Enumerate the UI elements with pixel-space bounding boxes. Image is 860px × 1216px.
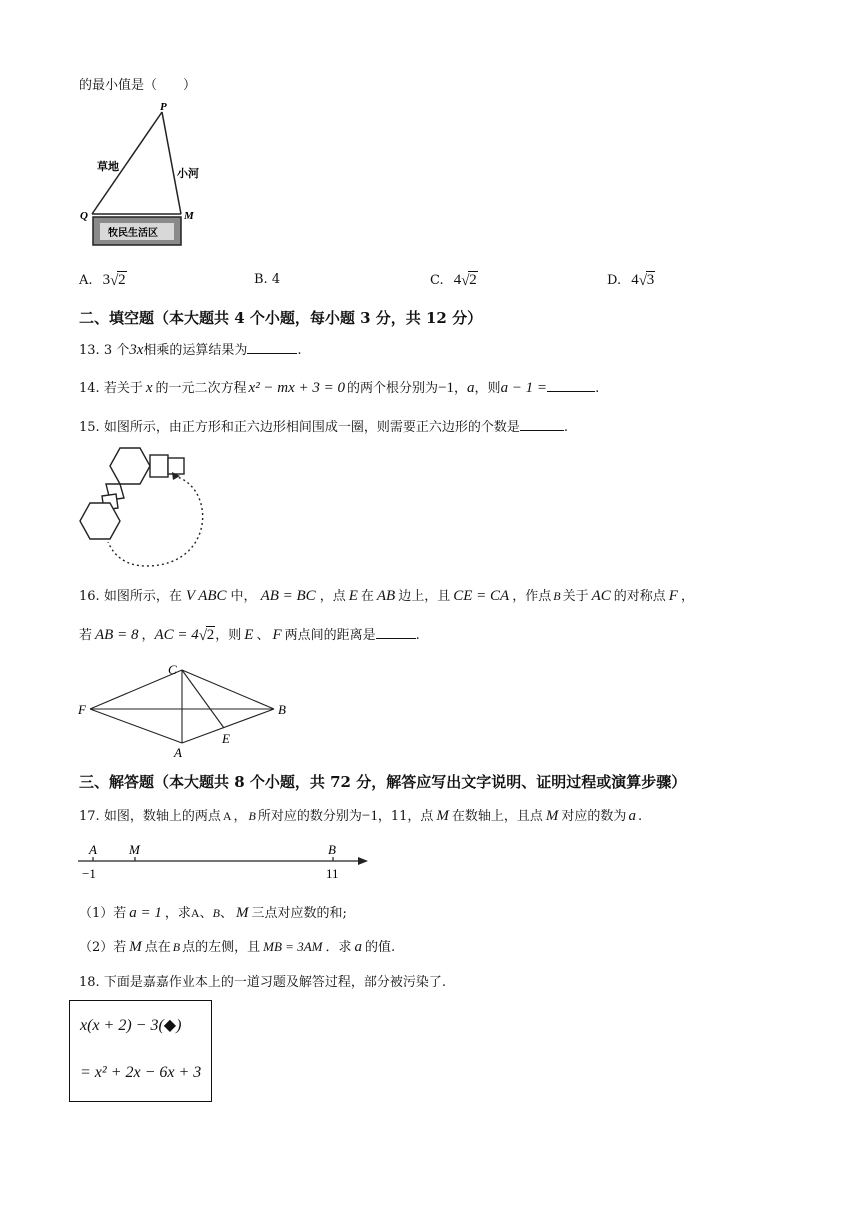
q18-box-line1: x(x + 2) − 3(◆) [80,1017,182,1034]
section3-title: 三、解答题（本大题共 8 个小题，共 72 分，解答应写出文字说明、证明过程或演算步骤） [79,773,687,791]
q12-option-d: D. 4 √ 3 [607,272,655,289]
q17-sub2: （2）若 M 点在 B 点的左侧，且 MB = 3AM ．求 a 的值. [79,939,396,955]
q16-label-a: A [174,745,182,760]
q15: 15. 如图所示，由正方形和正六边形相间围成一圈，则需要正六边形的个数是 . [79,420,568,435]
q18-box-line2: = x² + 2x − 6x + 3 [80,1064,202,1081]
q15-blank[interactable] [520,418,564,431]
q17-axis-value-b: 11 [326,866,339,881]
q12-option-c: C. 4 √ 2 [430,272,477,289]
q17-axis-value-a: −1 [82,866,96,881]
q16-label-c: C [168,662,177,677]
q16-label-f: F [78,702,86,717]
q12-figure [80,100,200,250]
q16-label-b: B [278,702,286,717]
q12-tail: 的最小值是（ ） [79,78,197,93]
q12-option-b: B. 4 [254,272,281,287]
q16-label-e: E [222,731,230,746]
q16-figure [78,660,298,760]
q12-label-grass: 草地 [97,161,119,173]
q17-axis-label-a: A [89,842,97,857]
q12-option-a: A. 3 √ 2 [79,272,126,289]
q12-label-p: P [160,101,167,113]
q14: 14. 若关于 x 的一元二次方程 x² − mx + 3 = 0 的两个根分别为−1，a，则a − 1 = . [79,380,600,396]
q16-blank[interactable] [376,626,416,639]
q12-label-river: 小河 [177,168,199,180]
q12-label-m: M [184,210,194,222]
q16-line1: 16. 如图所示，在 V ABC 中， AB = BC ，点 E 在 AB 边上，且 CE = CA ，作点 B 关于 AC 的对称点 F ， [79,588,694,604]
section2-title: 二、填空题（本大题共 4 个小题，每小题 3 分，共 12 分） [79,309,483,327]
q12-label-q: Q [80,210,88,222]
q14-blank[interactable] [547,379,595,392]
q17-axis-label-b: B [328,842,336,857]
q17-sub1: （1）若 a = 1 ，求A、B、 M 三点对应数的和; [79,905,347,921]
q13-blank[interactable] [247,341,297,354]
q17-number-line [76,838,376,888]
q16-line2: 若 AB = 8 ，AC = 4 √ 2，则 E 、 F 两点间的距离是 . [79,627,420,644]
q18-box [69,1000,212,1102]
q12-label-area: 牧民生活区 [108,228,158,239]
q15-figure [76,446,211,572]
q17-line: 17. 如图，数轴上的两点 A ， B 所对应的数分别为−1，11，点 M 在数轴上，且点 M 对应的数为 a . [79,808,643,824]
q17-axis-label-m: M [129,842,140,857]
q13: 13. 3 个3x相乘的运算结果为 . [79,342,302,358]
q18: 18. 下面是嘉嘉作业本上的一道习题及解答过程，部分被污染了. [79,975,446,990]
